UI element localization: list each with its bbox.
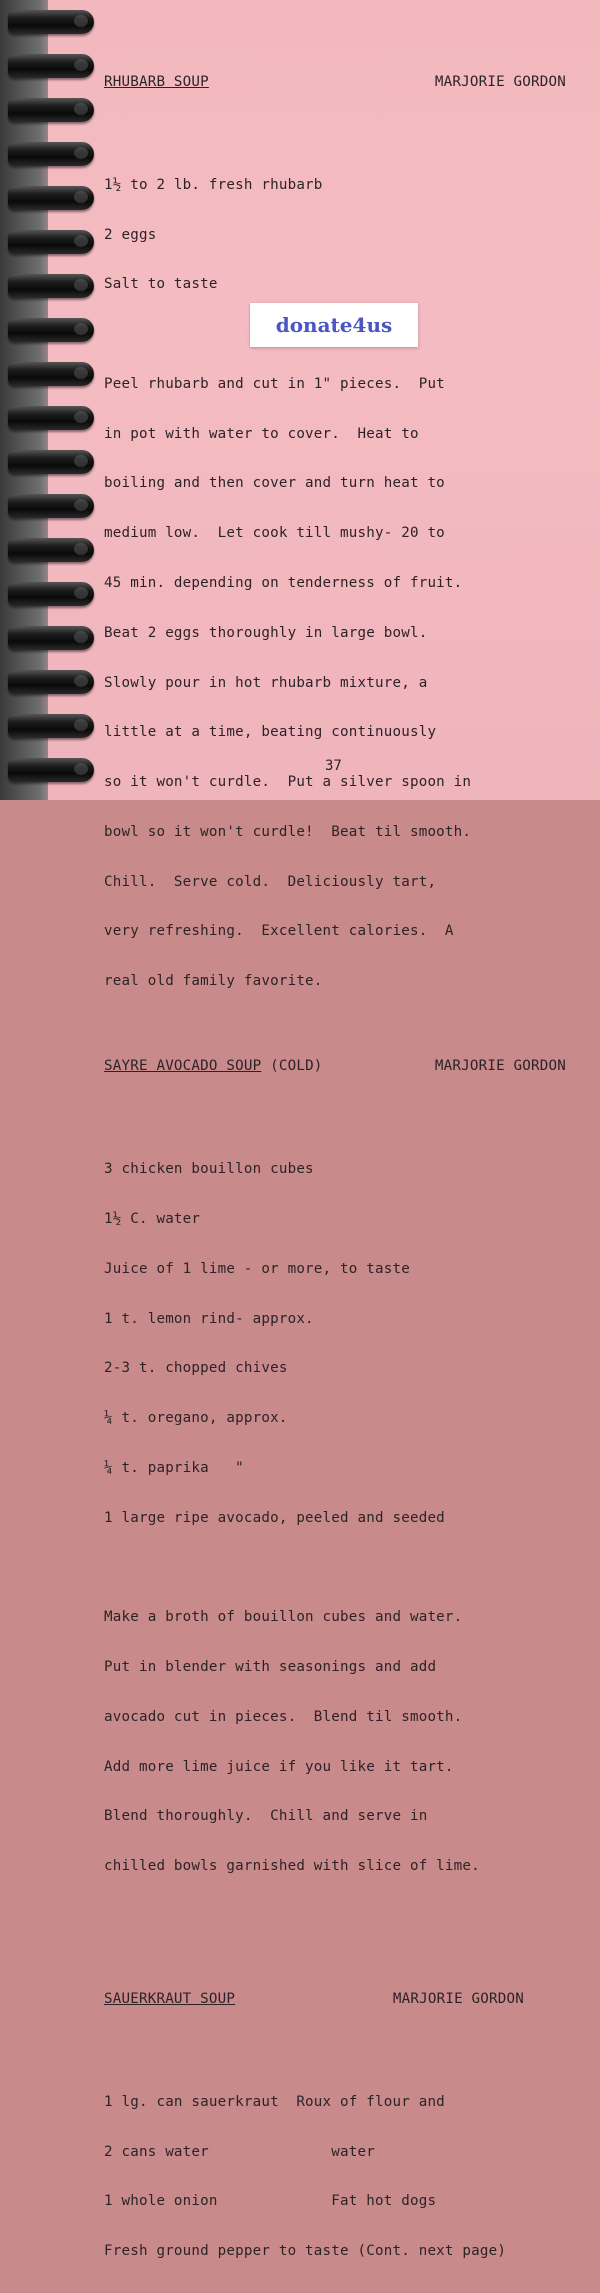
binding-ring bbox=[8, 714, 94, 738]
binding-ring bbox=[8, 538, 94, 562]
recipe-author: MARJORIE GORDON bbox=[434, 1058, 566, 1075]
recipe-title: SAYRE AVOCADO SOUP bbox=[104, 1058, 262, 1075]
direction-line: avocado cut in pieces. Blend til smooth. bbox=[104, 1708, 463, 1725]
direction-line: Peel rhubarb and cut in 1" pieces. Put bbox=[104, 375, 445, 392]
ingredient-line: 1½ to 2 lb. fresh rhubarb bbox=[104, 176, 323, 193]
blank-line bbox=[104, 127, 584, 144]
direction-line: Blend thoroughly. Chill and serve in bbox=[104, 1808, 428, 1825]
ingredient-line: 2 eggs bbox=[104, 226, 157, 243]
blank-line bbox=[104, 1941, 584, 1958]
binding-ring bbox=[8, 54, 94, 78]
binding-ring bbox=[8, 362, 94, 386]
binding-ring bbox=[8, 450, 94, 474]
ingredient-line: 1½ C. water bbox=[104, 1210, 201, 1227]
recipe-title: SAUERKRAUT SOUP bbox=[104, 1990, 236, 2007]
binding-ring bbox=[8, 230, 94, 254]
recipe-heading bbox=[104, 1991, 584, 2011]
ingredient-line: 1 lg. can sauerkraut Roux of flour and bbox=[104, 2093, 445, 2110]
binding-ring bbox=[8, 186, 94, 210]
ingredient-line: ¼ t. paprika " bbox=[104, 1459, 244, 1476]
blank-line bbox=[104, 1559, 584, 1576]
recipe-heading bbox=[104, 1058, 584, 1078]
recipe-heading bbox=[104, 74, 584, 94]
direction-line: so it won't curdle. Put a silver spoon in bbox=[104, 774, 472, 791]
binding-ring bbox=[8, 318, 94, 342]
blank-line bbox=[104, 1111, 584, 1128]
direction-line: Slowly pour in hot rhubarb mixture, a bbox=[104, 674, 428, 691]
ingredient-line: 1 whole onion Fat hot dogs bbox=[104, 2193, 437, 2210]
ingredient-line: Juice of 1 lime - or more, to taste bbox=[104, 1260, 410, 1277]
direction-line: chilled bowls garnished with slice of lime. bbox=[104, 1858, 480, 1875]
recipe-title-suffix: (COLD) bbox=[261, 1058, 323, 1075]
direction-line: 45 min. depending on tenderness of fruit. bbox=[104, 575, 463, 591]
ingredient-line: 1 t. lemon rind- approx. bbox=[104, 1310, 314, 1327]
direction-line: bowl so it won't curdle! Beat til smooth. bbox=[104, 823, 472, 840]
direction-line: little at a time, beating continuously bbox=[104, 724, 437, 741]
direction-line: medium low. Let cook till mushy- 20 to bbox=[104, 525, 445, 542]
binding-ring bbox=[8, 10, 94, 34]
ingredient-line: Salt to taste bbox=[104, 276, 218, 293]
binding-ring bbox=[8, 98, 94, 122]
recipe-title-group bbox=[104, 1058, 323, 1078]
spiral-binding bbox=[0, 0, 100, 800]
ingredient-line: 3 chicken bouillon cubes bbox=[104, 1161, 314, 1178]
direction-line: very refreshing. Excellent calories. A bbox=[104, 923, 454, 940]
recipe-text bbox=[104, 24, 584, 2293]
direction-line: Beat 2 eggs thoroughly in large bowl. bbox=[104, 624, 428, 641]
recipe-author: MARJORIE GORDON bbox=[392, 1990, 524, 2007]
binding-ring bbox=[8, 142, 94, 166]
binding-ring bbox=[8, 582, 94, 606]
ingredient-line: 2 cans water water bbox=[104, 2143, 375, 2160]
recipe-title: RHUBARB SOUP bbox=[104, 73, 209, 90]
ingredient-line: ¼ t. oregano, approx. bbox=[104, 1410, 288, 1427]
binding-ring bbox=[8, 274, 94, 298]
page-number: 37 bbox=[325, 758, 342, 774]
direction-line: boiling and then cover and turn heat to bbox=[104, 475, 445, 492]
direction-line: Add more lime juice if you like it tart. bbox=[104, 1758, 454, 1775]
ingredient-line: 2-3 t. chopped chives bbox=[104, 1360, 288, 1377]
direction-line: Chill. Serve cold. Deliciously tart, bbox=[104, 873, 437, 890]
blank-line bbox=[104, 2044, 584, 2061]
direction-line: real old family favorite. bbox=[104, 973, 323, 990]
ingredient-line: Fresh ground pepper to taste (Cont. next page) bbox=[104, 2243, 507, 2260]
binding-ring bbox=[8, 670, 94, 694]
binding-ring bbox=[8, 406, 94, 430]
direction-line: Make a broth of bouillon cubes and water. bbox=[104, 1609, 463, 1626]
binding-ring bbox=[8, 626, 94, 650]
donate4us-sticker: donate4us bbox=[250, 303, 418, 347]
binding-ring bbox=[8, 494, 94, 518]
ingredient-line: 1 large ripe avocado, peeled and seeded bbox=[104, 1509, 445, 1526]
direction-line: Put in blender with seasonings and add bbox=[104, 1659, 437, 1675]
binding-ring bbox=[8, 758, 94, 782]
direction-line: in pot with water to cover. Heat to bbox=[104, 425, 419, 442]
recipe-author: MARJORIE GORDON bbox=[434, 73, 566, 90]
